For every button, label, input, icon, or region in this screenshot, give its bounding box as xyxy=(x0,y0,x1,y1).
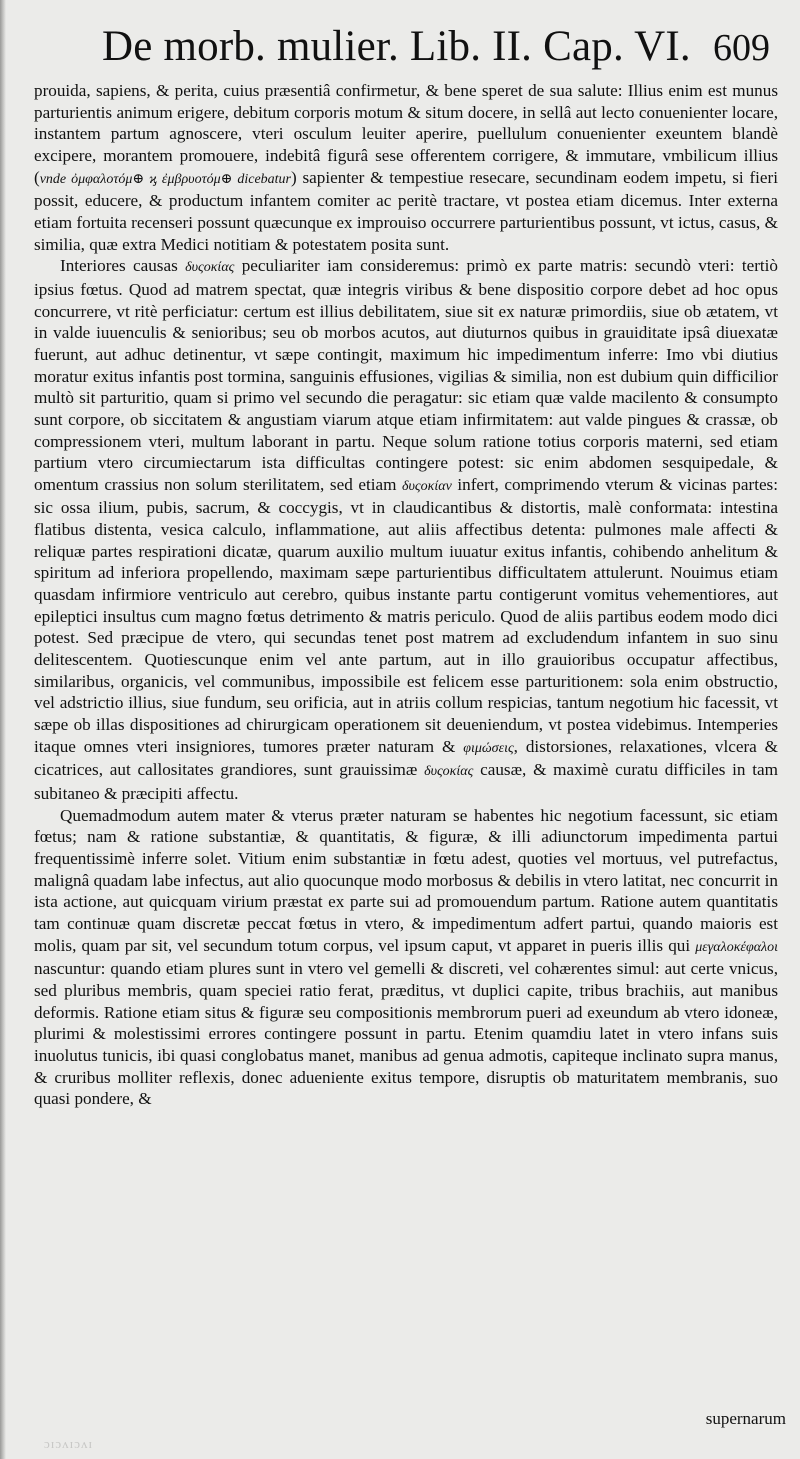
paragraph xyxy=(34,805,778,1110)
text-run: Quemadmodum autem mater & vterus præter naturam se habentes hic negotium facessunt, sic etiam fœtus; nam & ratione substantiæ, & quantitatis, & figuræ, & illi adiunctorum impedimenta partui frequentissimè inferre solet. Vitium enim substantiæ in fœtu adest, quoties vel mortuus, vel putrefactus, malignâ quadam labe infectus, aut alio quocunque modo morbosus & debilis in vtero latitat, nec concurrit in ista actione, aut quicquam virium præstat ex parte sui ad promouendum partum. Ratione autem quantitatis tam continuæ quam discretæ peccat fœtus in vtero, & impedimentum adfert partui, quando maioris est molis, quam par sit, vel secundum totum corpus, vel ipsum caput, vt apparet in pueris illis qui xyxy=(34,805,778,955)
page-number: 609 xyxy=(713,27,770,69)
running-title: De morb. mulier. Lib. II. Cap. VI. xyxy=(102,23,691,70)
greek-phrase: δυςοκίας xyxy=(424,764,474,780)
text-run: causæ, & maximè curatu difficiles in tam subitaneo & præcipiti affectu. xyxy=(34,760,778,803)
greek-phrase: μεγαλοκέφαλοι xyxy=(695,939,778,955)
text-run: infert, comprimendo vterum & vicinas partes: sic ossa ilium, pubis, sacrum, & coccygis, vt in claudicantibus & distortis, malè conformata: intestina flatibus distenta, vesica calculo, inflammatione, aut aliis affectibus detenta: pulmones male affecti & reliquæ partes respirationi dicatæ, quarum auxilio multum iuuatur exitus infantis, cohibendo anhelitum & spiritum ad inferiora propellendo, maximam sæpe parturientibus difficultatem attulerunt. Nouimus etiam quasdam infirmiore ventriculo aut cerebro, quibus instante partu contigerunt vomitus vehementiores, aut epileptici insultus cum magno fœtus detrimento & matris periculo. Quod de aliis partibus eodem modo dici potest. Sed præcipue de vtero, qui secundas tenet post matrem ad excludendum infantem in suo sinu delitescentem. Quotiescunque enim vel ante partum, aut in illo grauioribus occupatur affectibus, similaribus, organicis, vel communibus, impossibile est felicem esse parturitionem: sola enim obstructio, vel adstrictio illius, siue fundum, seu orificia, aut in atriis collum respicias, tantum negotium hic facessit, vt sæpe ob illas dispositiones ad chirurgicam operationem sit deueniendum, vt postea videbimus. Intemperies itaque omnes vteri insigniores, tumores præter naturam & xyxy=(34,474,778,756)
catchword: supernarum xyxy=(705,1409,786,1428)
text-run: peculiariter iam consideremus: primò ex parte matris: secundò vteri: tertiò ipsius fœtus. Quod ad matrem spectat, quæ integris viribus & bene dispositio corpore debet ad hoc opus concurrere, vt ritè perficiatur: certum est illius debilitatem, siue sit ex naturæ primordiis, siue ob ætatem, vt in valde iuuenculis & senioribus; seu ob morbos acutos, aut diuturnos quibus in grauiditate ipsâ diuexatæ fuerunt, aut adhuc detinentur, vt sæpe contingit, maximum hic impedimentum inferre: Imo vbi diutius moratur exitus infantis post tormina, sanguinis effusiones, vigilias & similia, non est dubium quin difficilior multò sit parturitio, quam si primo vel secundo die peragatur: sic etiam quæ valde macilento & consumpto sunt corpore, ob siccitatem & angustiam viarum atque etiam infirmitatem: aut valde pingues & crassæ, ob compressionem vteri, multum laborant in partu. Neque solum ratione totius corporis materni, sed etiam partium vtero circumiectarum ista difficultas contingere potest: sic enim abdomen sesquipedale, & omentum crassius non solum sterilitatem, sed etiam xyxy=(34,256,778,494)
running-head xyxy=(34,22,778,80)
body-text xyxy=(34,80,778,1110)
paragraph xyxy=(34,255,778,804)
text-run: prouida, sapiens, & perita, cuius præsentiâ confirmetur, & bene speret de sua salute: Illius enim est munus parturientis animum erigere, debitum corporis motum & situm docere, in sellâ aut lecto conuenienter locare, instantem partum agnoscere, vteri osculum leuiter aperire, puellulum conuenienter exeuntem blandè excipere, morantem promouere, indebitâ figurâ sese offerentem corrigere, & immutare, vmbilicum illius ( xyxy=(34,81,778,187)
text-run: Interiores causas xyxy=(60,256,186,276)
paragraph xyxy=(34,80,778,255)
greek-phrase: vnde ὀμφαλοτόμ⊕ ϗ ἐμβρυοτόμ⊕ dicebatur xyxy=(39,171,292,187)
greek-phrase: φιμώσεις xyxy=(463,740,514,756)
text-run: nascuntur: quando etiam plures sunt in vtero vel gemelli & discreti, vel cohærentes simul: aut certe vnicus, sed pluribus membris, quam speciei ratio ferat, præditus, vt duplici capite, tribus brachiis, aut manibus deformis. Ratione etiam situs & figuræ seu compositionis membrorum pueri ad exeundum ab vtero idoneæ, plurimi & molestissimi errores contingere possunt in partu. Etenim quamdiu latet in vtero infans suis inuolutus tunicis, ibi quasi conglobatus manet, manibus ad genua admotis, capiteque inclinato supra manus, & cruribus molliter reflexis, donec adueniente exitus tempore, disruptis ob maturitatem membranis, suo quasi pondere, & xyxy=(34,959,778,1109)
greek-phrase: δυςοκίας xyxy=(185,260,235,276)
text-run: , distorsiones, relaxationes, vlcera & cicatrices, aut callositates grandiores, sunt grauissimæ xyxy=(34,736,778,780)
greek-phrase: δυςοκίαν xyxy=(402,478,452,494)
text-run: ) sapienter & tempestiue resecare, secundinam eodem impetu, si fieri possit, educere, & productum infantem comiter ac peritè tractare, vt postea etiam dicemus. Inter externa etiam fortuita recenseri possunt quæcunque ex improuiso occurrere parturientibus possunt, vt ictus, casus, & similia, quæ extra Medici notitiam & potestatem posita sunt. xyxy=(34,167,778,254)
bleed-through-text: ɔɪɔʌɪɔʌɪ xyxy=(44,1436,94,1451)
